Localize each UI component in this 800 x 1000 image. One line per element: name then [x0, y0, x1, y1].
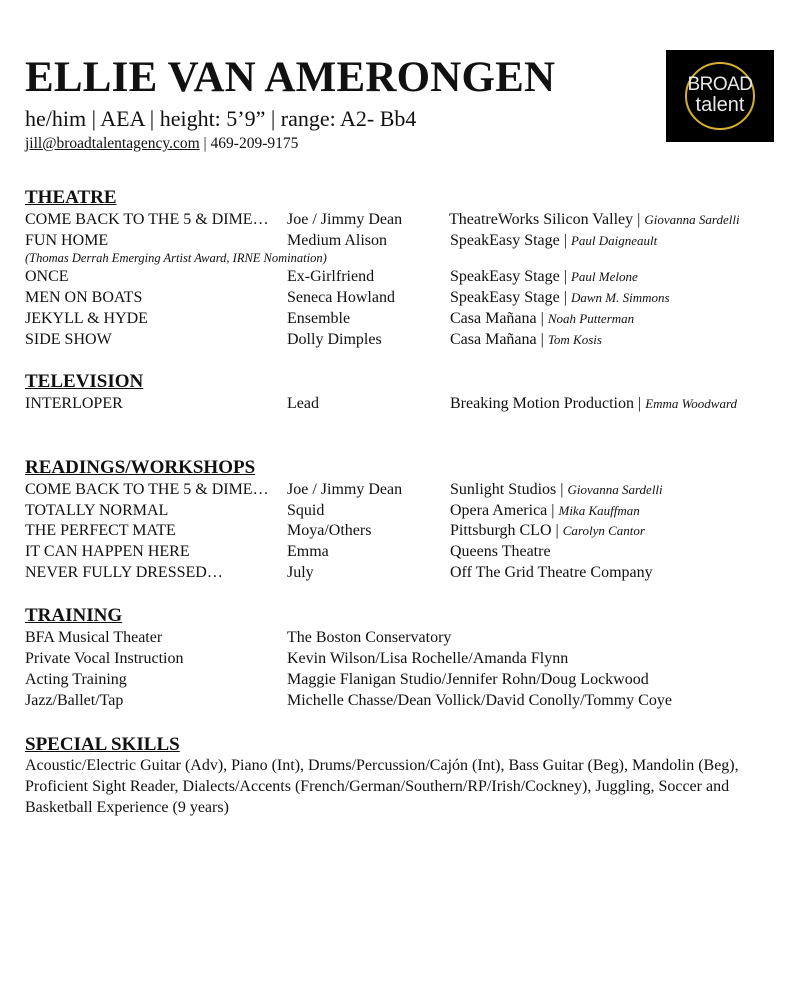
show-title: IT CAN HAPPEN HERE: [25, 543, 190, 560]
director: Carolyn Cantor: [562, 523, 645, 538]
venue-cell: Opera America | Mika Kauffman: [450, 502, 640, 519]
credit-row: [25, 209, 785, 230]
venue: Casa Mañana: [450, 310, 537, 327]
email-link[interactable]: jill@broadtalentagency.com: [25, 135, 200, 152]
venue: Queens Theatre: [450, 543, 551, 560]
training-item: BFA Musical Theater: [25, 629, 163, 646]
broad-talent-logo: [666, 50, 774, 142]
venue-cell: Pittsburgh CLO | Carolyn Cantor: [450, 522, 645, 539]
credit-row: [25, 541, 785, 562]
credit-row: [25, 562, 785, 583]
venue: Casa Mañana: [450, 331, 537, 348]
director: Dawn M. Simmons: [570, 290, 670, 305]
logo-text-talent: talent: [695, 94, 745, 116]
training-item: Jazz/Ballet/Tap: [25, 692, 124, 709]
director: Giovanna Sardelli: [567, 482, 663, 497]
role: Joe / Jimmy Dean: [287, 211, 403, 228]
director: Emma Woodward: [645, 396, 738, 411]
venue-cell: Casa Mañana | Noah Putterman: [450, 310, 635, 327]
training-item: Acting Training: [25, 671, 127, 688]
show-title: INTERLOPER: [25, 395, 123, 412]
role: Lead: [287, 395, 319, 412]
credit-row: [25, 308, 785, 329]
credit-row: [25, 230, 785, 251]
director: Tom Kosis: [547, 332, 602, 347]
training-instructors: Michelle Chasse/Dean Vollick/David Conolly/Tommy Coye: [287, 692, 672, 709]
section-title-television: TELEVISION: [25, 371, 144, 392]
venue: SpeakEasy Stage: [450, 289, 560, 306]
director: Giovanna Sardelli: [644, 212, 740, 227]
contact-line: [25, 136, 298, 152]
role: Emma: [287, 543, 329, 560]
venue: Sunlight Studios: [450, 481, 557, 498]
show-title: THE PERFECT MATE: [25, 522, 176, 539]
role: Joe / Jimmy Dean: [287, 481, 403, 498]
logo-text-broad: BROAD: [687, 74, 753, 95]
training-instructors: Maggie Flanigan Studio/Jennifer Rohn/Doug Lockwood: [287, 671, 649, 688]
section-title-readings: READINGS/WORKSHOPS: [25, 457, 256, 478]
credit-row: [25, 500, 785, 521]
training-row: [25, 648, 785, 669]
phone-number: 469-209-9175: [210, 135, 299, 152]
role: Squid: [287, 502, 325, 519]
venue-cell: Breaking Motion Production | Emma Woodward: [450, 395, 738, 412]
training-row: [25, 669, 785, 690]
skills-text: Acoustic/Electric Guitar (Adv), Piano (Int), Drums/Percussion/Cajón (Int), Bass Guitar (Beg), Mandolin (Beg), Proficient Sight Reader, Dialects/Accents (French/German/Southern/RP/Irish/Cockney), Juggling, Soccer and Basketball Experience (9 years): [25, 757, 739, 816]
venue: TheatreWorks Silicon Valley: [449, 211, 634, 228]
venue-cell: SpeakEasy Stage | Paul Melone: [450, 268, 638, 285]
section-title-theatre: THEATRE: [25, 187, 117, 208]
show-title: TOTALLY NORMAL: [25, 502, 169, 519]
venue: Breaking Motion Production: [450, 395, 634, 412]
venue: Opera America: [450, 502, 548, 519]
show-title: COME BACK TO THE 5 & DIME…: [25, 211, 269, 228]
venue: SpeakEasy Stage: [450, 232, 560, 249]
show-title: MEN ON BOATS: [25, 289, 143, 306]
training-item: Private Vocal Instruction: [25, 650, 184, 667]
show-title: COME BACK TO THE 5 & DIME…: [25, 481, 269, 498]
section-title-training: TRAINING: [25, 605, 123, 626]
credit-row: [25, 287, 785, 308]
venue: Pittsburgh CLO: [450, 522, 552, 539]
training-row: [25, 627, 785, 648]
show-title: ONCE: [25, 268, 69, 285]
role: Seneca Howland: [287, 289, 395, 306]
venue-cell: SpeakEasy Stage | Paul Daigneault: [450, 232, 658, 249]
role: Medium Alison: [287, 232, 388, 249]
venue-cell: Sunlight Studios | Giovanna Sardelli: [450, 481, 663, 498]
subline: he/him | AEA | height: 5’9” | range: A2- Bb4: [25, 106, 417, 131]
venue-cell: Casa Mañana | Tom Kosis: [450, 331, 602, 348]
venue: Off The Grid Theatre Company: [450, 564, 653, 581]
award-note: (Thomas Derrah Emerging Artist Award, IRNE Nomination): [25, 251, 327, 265]
training-instructors: The Boston Conservatory: [287, 629, 452, 646]
role: Moya/Others: [287, 522, 372, 539]
credit-row: [25, 266, 785, 287]
director: Noah Putterman: [547, 311, 635, 326]
director: Paul Daigneault: [570, 233, 658, 248]
training-row: [25, 690, 785, 711]
training-instructors: Kevin Wilson/Lisa Rochelle/Amanda Flynn: [287, 650, 569, 667]
role: Dolly Dimples: [287, 331, 382, 348]
resume-name: ELLIE VAN AMERONGEN: [25, 54, 556, 101]
credit-row: [25, 329, 785, 350]
role: Ensemble: [287, 310, 351, 327]
show-title: FUN HOME: [25, 232, 109, 249]
section-title-skills: SPECIAL SKILLS: [25, 734, 180, 755]
director: Mika Kauffman: [558, 503, 640, 518]
credit-row: [25, 393, 785, 414]
contact-separator: |: [199, 135, 211, 152]
show-title: JEKYLL & HYDE: [25, 310, 148, 327]
credit-row: [25, 479, 785, 500]
role: Ex-Girlfriend: [287, 268, 375, 285]
venue-cell: TheatreWorks Silicon Valley | Giovanna Sardelli: [449, 211, 740, 228]
role: July: [287, 564, 314, 581]
venue: SpeakEasy Stage: [450, 268, 560, 285]
credit-row: [25, 520, 785, 541]
director: Paul Melone: [570, 269, 638, 284]
show-title: SIDE SHOW: [25, 331, 112, 348]
show-title: NEVER FULLY DRESSED…: [25, 564, 223, 581]
venue-cell: SpeakEasy Stage | Dawn M. Simmons: [450, 289, 670, 306]
